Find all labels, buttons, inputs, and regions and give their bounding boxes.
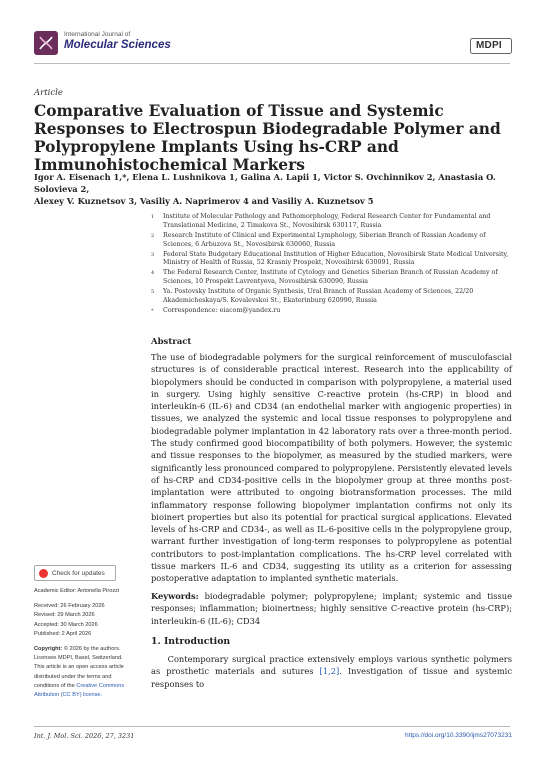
article-type: Article (34, 88, 63, 98)
paper-title: Comparative Evaluation of Tissue and Systemic Responses to Electrospun Biodegradable Polymer and Polypropylene Implants Using hs-CRP and Immunohistochemical Markers (34, 102, 501, 174)
published-date: Published: 2 April 2026 (34, 630, 92, 637)
keywords-text: biodegradable polymer; polypropylene; implant; systemic and tissue responses; inflammation; bioinertness; highly sensitive C-reactive protein (hs-CRP); interleukin-6 (IL-6); CD34 (151, 591, 512, 626)
doi-link[interactable]: https://doi.org/10.3390/ijms27073231 (405, 732, 512, 739)
update-check-icon (39, 569, 48, 578)
check-for-updates-button[interactable] (34, 565, 116, 581)
affiliations (151, 213, 516, 317)
footer-citation: Int. J. Mol. Sci. 2026, 27, 3231 (34, 732, 135, 740)
affiliation-item: 4 The Federal Research Center, Institute of Cytology and Genetics Siberian Branch of Russian Academy of Sciences, 10 Prospekt Lavrentyeva, Novosibirsk 630090, Russia (151, 269, 498, 286)
author-list (34, 171, 514, 207)
footer-divider (34, 726, 510, 727)
copyright-label: Copyright: (34, 646, 63, 653)
affiliation-item: 1 Institute of Molecular Pathology and Pathomorphology, Federal Research Center for Fundamental and Translational Medicine, 2 Timakova St., Novosibirsk 630117, Russia (151, 213, 491, 229)
revised-date: Revised: 29 March 2026 (34, 612, 95, 619)
check-updates-label: Check for updates (52, 569, 105, 577)
journal-logo-icon (34, 31, 58, 55)
journal-name (64, 31, 171, 52)
citation-link[interactable]: [1,2] (319, 666, 340, 677)
introduction-text: Contemporary surgical practice extensively employs various synthetic polymers as prosthetic materials and sutures [1,2]. Investigation of tissue and systemic responses to (151, 654, 512, 689)
academic-editor: Academic Editor: Antonella Pirozzi (34, 588, 120, 594)
license-link[interactable]: Creative Commons Attribution (CC BY) license. (34, 682, 125, 699)
author-line-1: Igor A. Eisenach 1,*, Elena L. Lushnikova 1, Galina A. Lapii 1, Victor S. Ovchinnikov 2, Anastasia O. Solovieva 2, (34, 172, 496, 194)
abstract-heading: Abstract (151, 337, 192, 347)
publication-info (34, 587, 134, 700)
affiliation-item: 3 Federal State Budgetary Educational Institution of Higher Education, Novosibirsk State Medical University, Ministry of Health of Russia, 52 Krasniy Prospekt, Novosibirsk 630091, Russia (151, 250, 509, 267)
journal-name-line1: International Journal of (64, 31, 131, 38)
author-line-2: Alexey V. Kuznetsov 3, Vasiliy A. Naprimerov 4 and Vasiliy A. Kuznetsov 5 (34, 196, 374, 206)
keywords-label: Keywords: (151, 591, 199, 601)
copyright-notice: Copyright: © 2026 by the authors. Licensee MDPI, Basel, Switzerland. This article is an open access article distributed under the terms and conditions of the Creative Commons Attribution (CC BY) license. (34, 646, 125, 699)
mdpi-logo-text: MDPI (476, 40, 502, 51)
header-divider (34, 63, 510, 64)
journal-name-line2: Molecular Sciences (64, 39, 171, 51)
correspondence: * Correspondence: eiacom@yandex.ru (151, 306, 281, 314)
affiliation-item: 5 Ya. Postovsky Institute of Organic Synthesis, Ural Branch of Russian Academy of Sciences, 22/20 Akademicheskaya/S. Kovalevskoi St., Ekaterinburg 620990, Russia (151, 288, 474, 304)
affiliation-item: 2 Research Institute of Clinical and Experimental Lymphology, Siberian Branch of Russian Academy of Sciences, 6 Arbuzova St., Novosibirsk 630060, Russia (151, 231, 486, 248)
received-date: Received: 26 February 2026 (34, 603, 105, 610)
accepted-date: Accepted: 30 March 2026 (34, 621, 98, 628)
keywords (151, 590, 512, 627)
section-heading-introduction: 1. Introduction (151, 636, 231, 647)
abstract-text: The use of biodegradable polymers for the surgical reinforcement of musculofascial structures is of considerable practical interest. Research into the applicability of biopolymers should be conducted in comparison with polypropylene, a material used in surgery. Using highly sensitive C-reactive protein (hs-CRP) in blood and interleukin-6 (IL-6) and CD34 (an endothelial marker with angiogenic properties) in tissues, we analyzed the systemic and local tissue responses to polypropylene and biodegradable polymer implantation in 42 laboratory rats over a three-month period. The study confirmed good biocompatibility of both polymers. However, the systemic and tissue responses to the biopolymer, as measured by the studied markers, were significantly less pronounced compared to polypropylene. Persistently elevated levels of hs-CRP and CD34-positive cells in the biopolymer group at three months post-implantation were attributed to ongoing biotransformation processes. The mild inflammatory response following biopolymer implantation confirms not only its bioinert properties but also its potential for practical surgical applications. Elevated levels of hs-CRP and CD34-, as well as IL-6-positive cells in the polypropylene group, warrant further investigation of long-term responses to polypropylene as potential contributors to post-implantation complications. The hs-CRP level correlated with tissue markers IL-6 and CD34, suggesting its utility as a criterion for assessing postoperative adaptation to implanted synthetic materials. (151, 352, 512, 584)
